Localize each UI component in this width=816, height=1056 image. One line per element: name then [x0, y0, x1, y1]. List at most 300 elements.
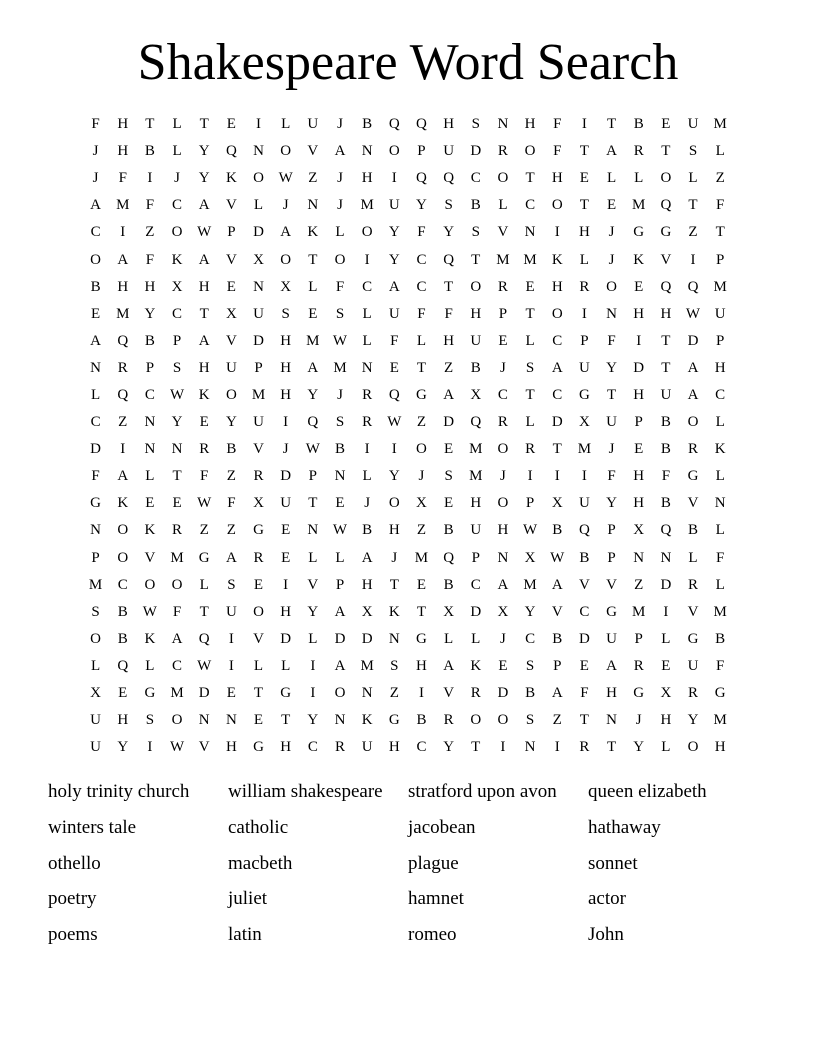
grid-letter: S [145, 712, 155, 729]
grid-letter: S [335, 305, 345, 322]
grid-letter: C [90, 414, 101, 431]
grid-letter: L [525, 332, 535, 349]
grid-letter: P [227, 224, 236, 241]
grid-letter: J [500, 468, 506, 485]
grid-letter: A [606, 657, 617, 674]
grid-letter: V [307, 576, 319, 593]
grid-letter: A [388, 278, 400, 295]
grid-letter: R [253, 468, 264, 485]
grid-letter: R [362, 414, 373, 431]
grid-letter: H [198, 278, 210, 295]
grid-letter: B [144, 143, 155, 160]
grid-letter: C [497, 386, 508, 403]
grid-letter: T [606, 739, 617, 756]
grid-letter: Z [199, 522, 209, 539]
grid-letter: G [253, 739, 264, 756]
grid-letter: O [117, 522, 129, 539]
grid-letter: I [120, 224, 126, 241]
grid-letter: T [579, 143, 589, 160]
grid-letter: Z [145, 224, 155, 241]
grid-letter: A [198, 251, 210, 268]
grid-letter: H [633, 305, 645, 322]
grid-letter: Q [416, 170, 427, 187]
grid-letter: R [497, 414, 508, 431]
grid-letter: O [551, 305, 563, 322]
grid-letter: I [256, 116, 262, 133]
grid-letter: F [145, 251, 155, 268]
grid-letter: E [281, 522, 291, 539]
grid-letter: B [660, 441, 671, 458]
grid-letter: K [361, 712, 373, 729]
grid-letter: D [198, 685, 210, 702]
grid-letter: O [253, 603, 264, 620]
grid-letter: U [225, 359, 237, 376]
grid-letter: M [116, 305, 130, 322]
grid-letter: C [715, 386, 726, 403]
grid-letter: A [551, 685, 563, 702]
grid-letter: B [633, 116, 644, 133]
grid-letter: P [607, 522, 616, 539]
grid-letter: R [334, 739, 345, 756]
word-list-item: juliet [228, 888, 268, 910]
grid-letter: G [253, 522, 264, 539]
grid-letter: L [606, 170, 617, 187]
grid-letter: H [225, 739, 237, 756]
grid-letter: P [553, 657, 562, 674]
grid-letter: L [362, 468, 372, 485]
grid-letter: T [199, 305, 209, 322]
grid-letter: E [308, 305, 318, 322]
grid-letter: I [120, 441, 126, 458]
grid-letter: B [416, 712, 427, 729]
grid-letter: M [577, 441, 592, 458]
grid-letter: M [713, 603, 727, 620]
grid-letter: B [144, 332, 155, 349]
grid-letter: I [283, 414, 289, 431]
grid-letter: D [443, 414, 455, 431]
grid-letter: T [552, 441, 562, 458]
grid-letter: I [310, 657, 316, 674]
grid-letter: L [416, 332, 427, 349]
grid-letter: F [716, 197, 725, 214]
grid-letter: Y [606, 359, 617, 376]
grid-letter: A [334, 657, 346, 674]
grid-letter: V [307, 143, 319, 160]
grid-letter: C [172, 197, 183, 214]
grid-letter: Q [578, 522, 590, 539]
grid-letter: K [388, 603, 400, 620]
grid-letter: A [606, 143, 617, 160]
grid-letter: G [687, 630, 699, 647]
grid-letter: O [606, 278, 617, 295]
grid-letter: T [525, 386, 535, 403]
grid-letter: O [470, 278, 482, 295]
grid-letter: K [171, 251, 183, 268]
grid-letter: Q [443, 549, 455, 566]
grid-letter: Y [225, 414, 237, 431]
grid-letter: R [579, 739, 590, 756]
grid-letter: H [470, 495, 482, 512]
grid-letter: B [552, 630, 563, 647]
grid-letter: C [470, 170, 481, 187]
grid-letter: U [90, 739, 101, 756]
grid-letter: F [172, 603, 182, 620]
grid-letter: L [172, 116, 182, 133]
grid-letter: P [716, 251, 725, 268]
grid-letter: P [607, 549, 616, 566]
grid-letter: T [661, 359, 671, 376]
grid-letter: D [633, 359, 645, 376]
grid-letter: P [525, 495, 535, 512]
grid-letter: O [497, 170, 509, 187]
grid-letter: L [444, 630, 454, 647]
grid-letter: M [496, 251, 510, 268]
grid-letter: J [608, 441, 615, 458]
grid-letter: E [661, 657, 671, 674]
grid-letter: Z [552, 712, 562, 729]
grid-row [82, 138, 734, 165]
grid-letter: V [687, 603, 699, 620]
grid-letter: R [688, 576, 699, 593]
grid-letter: N [225, 712, 237, 729]
grid-letter: N [524, 224, 536, 241]
grid-letter: X [171, 278, 183, 295]
grid-letter: H [633, 495, 645, 512]
grid-letter: H [198, 359, 210, 376]
grid-letter: R [688, 685, 699, 702]
grid-letter: L [253, 657, 264, 674]
grid-letter: N [497, 116, 509, 133]
grid-letter: F [335, 278, 345, 295]
grid-letter: M [523, 251, 537, 268]
grid-row [82, 355, 734, 382]
grid-letter: L [145, 657, 155, 674]
grid-letter: W [387, 414, 402, 431]
grid-letter: Q [117, 657, 129, 674]
grid-letter: Y [307, 603, 319, 620]
grid-letter: E [118, 685, 128, 702]
grid-letter: E [199, 414, 209, 431]
grid-letter: X [524, 549, 536, 566]
grid-row [82, 707, 734, 734]
grid-letter: C [362, 278, 373, 295]
grid-letter: G [144, 685, 156, 702]
grid-letter: H [633, 386, 645, 403]
grid-letter: N [334, 468, 346, 485]
grid-letter: G [416, 386, 427, 403]
grid-letter: U [578, 495, 590, 512]
grid-letter: P [498, 305, 508, 322]
grid-letter: G [687, 468, 699, 485]
grid-letter: M [713, 712, 727, 729]
grid-letter: Y [198, 143, 210, 160]
grid-letter: E [281, 549, 291, 566]
grid-letter: V [253, 441, 264, 458]
grid-letter: A [280, 224, 292, 241]
grid-letter: N [633, 549, 645, 566]
grid-letter: J [608, 251, 615, 268]
grid-letter: R [253, 549, 264, 566]
grid-letter: O [524, 143, 536, 160]
grid-row [82, 382, 734, 409]
grid-letter: N [388, 630, 400, 647]
grid-letter: L [335, 549, 345, 566]
grid-letter: I [581, 468, 587, 485]
grid-letter: X [633, 522, 645, 539]
grid-letter: M [469, 468, 483, 485]
grid-letter: I [554, 468, 560, 485]
grid-letter: A [443, 657, 455, 674]
grid-letter: K [551, 251, 563, 268]
grid-letter: M [251, 386, 266, 403]
grid-letter: B [117, 630, 128, 647]
grid-letter: T [606, 386, 617, 403]
grid-letter: M [116, 197, 130, 214]
grid-letter: B [470, 359, 481, 376]
grid-letter: O [90, 630, 101, 647]
grid-letter: S [688, 143, 698, 160]
grid-letter: C [172, 305, 183, 322]
grid-letter: R [362, 386, 373, 403]
grid-letter: Q [307, 414, 319, 431]
grid-letter: O [687, 739, 699, 756]
grid-letter: P [634, 414, 643, 431]
grid-letter: C [172, 657, 183, 674]
grid-letter: W [550, 549, 565, 566]
grid-letter: C [470, 576, 481, 593]
grid-letter: B [362, 116, 373, 133]
grid-letter: P [145, 359, 155, 376]
grid-letter: B [715, 630, 726, 647]
grid-letter: O [90, 251, 101, 268]
grid-letter: N [660, 549, 672, 566]
grid-letter: O [388, 143, 400, 160]
grid-letter: I [310, 685, 316, 702]
grid-letter: O [144, 576, 156, 593]
word-list-item: queen elizabeth [588, 781, 707, 802]
grid-letter: H [660, 712, 672, 729]
grid-letter: F [91, 468, 100, 485]
grid-letter: X [280, 278, 292, 295]
grid-letter: C [117, 576, 128, 593]
grid-letter: O [388, 495, 400, 512]
grid-letter: N [307, 522, 319, 539]
grid-letter: H [280, 603, 292, 620]
grid-letter: D [280, 630, 292, 647]
grid-row [82, 409, 734, 436]
grid-letter: T [661, 143, 671, 160]
grid-letter: E [253, 712, 264, 729]
word-list-item: holy trinity church [48, 781, 190, 802]
grid-letter: V [578, 576, 590, 593]
grid-letter: A [687, 386, 699, 403]
grid-letter: H [388, 522, 400, 539]
grid-letter: Q [117, 386, 129, 403]
grid-letter: Q [117, 332, 129, 349]
word-list-item: macbeth [228, 852, 293, 874]
grid-letter: O [171, 712, 183, 729]
grid-letter: N [606, 305, 617, 322]
grid-letter: O [171, 576, 183, 593]
grid-row [82, 463, 734, 490]
grid-letter: Q [388, 386, 400, 403]
grid-letter: C [416, 251, 427, 268]
grid-letter: Z [444, 359, 454, 376]
grid-letter: A [687, 359, 699, 376]
grid-letter: U [714, 305, 726, 322]
grid-letter: H [633, 468, 645, 485]
grid-letter: F [661, 468, 671, 485]
grid-letter: G [633, 224, 645, 241]
grid-letter: F [417, 305, 426, 322]
grid-letter: Q [198, 630, 210, 647]
grid-row [82, 572, 734, 599]
grid-letter: I [554, 224, 560, 241]
grid-letter: L [199, 576, 209, 593]
grid-letter: I [391, 441, 397, 458]
grid-letter: Q [660, 278, 672, 295]
grid-letter: S [444, 468, 453, 485]
grid-letter: W [305, 441, 320, 458]
grid-letter: H [280, 359, 292, 376]
grid-letter: P [91, 549, 100, 566]
grid-letter: L [308, 278, 318, 295]
grid-letter: H [117, 143, 129, 160]
grid-letter: O [334, 251, 346, 268]
grid-letter: U [470, 522, 482, 539]
grid-letter: F [553, 143, 562, 160]
grid-letter: F [716, 657, 725, 674]
grid-letter: U [253, 305, 264, 322]
grid-letter: L [281, 657, 291, 674]
grid-letter: G [606, 603, 617, 620]
grid-letter: A [90, 332, 101, 349]
grid-letter: U [687, 657, 699, 674]
grid-letter: O [470, 712, 482, 729]
grid-letter: J [92, 170, 99, 187]
grid-letter: O [280, 143, 292, 160]
grid-letter: X [443, 603, 455, 620]
grid-letter: M [170, 685, 184, 702]
grid-letter: K [714, 441, 726, 458]
grid-letter: L [90, 657, 101, 674]
grid-letter: Q [443, 251, 455, 268]
grid-letter: W [685, 305, 701, 322]
grid-row [82, 653, 734, 680]
grid-letter: J [337, 197, 343, 214]
grid-letter: U [307, 116, 319, 133]
grid-letter: D [90, 441, 101, 458]
grid-letter: E [579, 657, 589, 674]
grid-letter: C [416, 278, 427, 295]
grid-letter: E [253, 576, 264, 593]
grid-letter: T [416, 359, 427, 376]
grid-letter: S [525, 712, 535, 729]
grid-letter: K [117, 495, 129, 512]
grid-letter: V [225, 251, 237, 268]
grid-letter: I [147, 739, 153, 756]
grid-letter: H [117, 712, 129, 729]
grid-letter: K [144, 630, 156, 647]
grid-letter: B [362, 522, 373, 539]
grid-letter: T [172, 468, 182, 485]
grid-letter: E [444, 495, 454, 512]
grid-letter: H [551, 278, 563, 295]
grid-row [82, 192, 734, 219]
grid-letter: S [335, 414, 345, 431]
grid-letter: Y [388, 224, 400, 241]
grid-letter: X [470, 386, 482, 403]
grid-letter: T [199, 603, 209, 620]
grid-letter: L [362, 332, 372, 349]
grid-letter: H [578, 224, 590, 241]
grid-letter: A [361, 549, 373, 566]
grid-letter: T [471, 739, 481, 756]
grid-letter: L [335, 224, 345, 241]
grid-letter: X [551, 495, 563, 512]
grid-letter: T [199, 116, 209, 133]
grid-letter: Q [660, 522, 672, 539]
grid-letter: Z [688, 224, 698, 241]
grid-letter: S [444, 197, 453, 214]
grid-row [82, 246, 734, 273]
grid-letter: C [416, 739, 427, 756]
grid-letter: W [142, 603, 157, 620]
grid-letter: C [552, 332, 563, 349]
grid-row [82, 599, 734, 626]
grid-letter: P [471, 549, 480, 566]
grid-letter: S [471, 116, 480, 133]
grid-letter: X [578, 414, 590, 431]
grid-letter: A [497, 576, 509, 593]
grid-letter: A [198, 332, 210, 349]
grid-letter: P [634, 630, 643, 647]
grid-letter: C [525, 197, 536, 214]
grid-letter: C [579, 603, 590, 620]
word-list-item: sonnet [588, 852, 638, 874]
grid-letter: R [117, 359, 128, 376]
grid-letter: E [416, 576, 427, 593]
grid-letter: M [306, 332, 320, 349]
grid-letter: O [551, 197, 563, 214]
grid-letter: R [172, 522, 183, 539]
grid-letter: Q [225, 143, 237, 160]
grid-letter: Q [388, 116, 400, 133]
grid-letter: J [337, 116, 343, 133]
grid-letter: W [278, 170, 293, 187]
grid-letter: M [170, 549, 184, 566]
grid-letter: E [226, 278, 236, 295]
grid-letter: R [525, 441, 536, 458]
grid-letter: G [714, 685, 726, 702]
grid-letter: H [416, 657, 427, 674]
grid-letter: W [522, 522, 538, 539]
word-list-item: romeo [408, 924, 457, 946]
grid-letter: Q [470, 414, 482, 431]
grid-letter: E [661, 116, 671, 133]
grid-letter: H [714, 359, 726, 376]
grid-letter: W [169, 386, 185, 403]
grid-letter: D [361, 630, 373, 647]
grid-letter: H [714, 739, 726, 756]
grid-letter: E [226, 685, 236, 702]
grid-letter: Y [443, 224, 455, 241]
grid-letter: C [90, 224, 101, 241]
grid-letter: R [579, 278, 590, 295]
grid-letter: Q [416, 116, 427, 133]
grid-letter: J [92, 143, 99, 160]
grid-letter: J [608, 224, 615, 241]
